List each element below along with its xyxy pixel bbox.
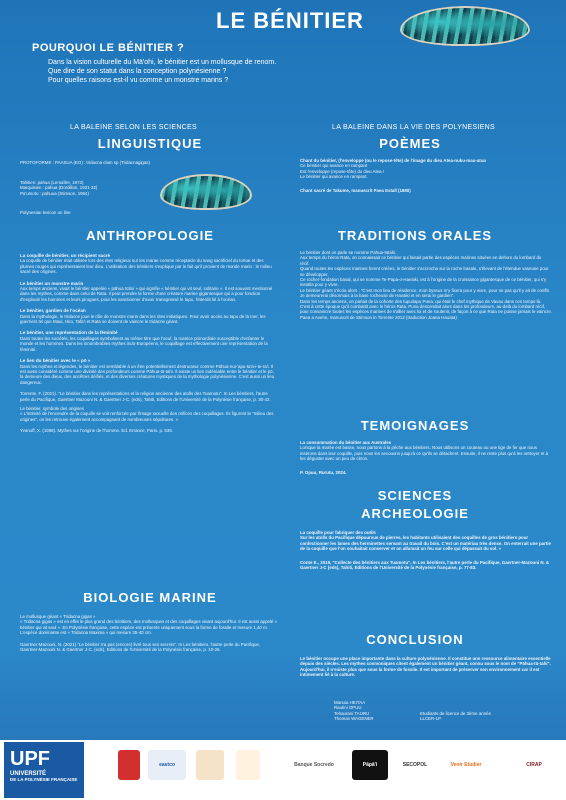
anthropologie-body (20, 250, 278, 437)
author: Manuia HEITAA (334, 700, 366, 705)
biologie-title: BIOLOGIE MARINE (83, 590, 217, 605)
linguistique-title: LINGUISTIQUE (97, 136, 203, 151)
logo-eastco (148, 750, 186, 780)
trad-p: Le bénitier géant s'écria alors : "C'est mon lieu de résidence, mon byssus m'y fixera pour y vivre, pour ne pas qu'il y ait de conflit. Je demeurerai désormais à la base rocheuse de Havaiki et en serai le gardien". (300, 287, 550, 299)
authors (334, 700, 414, 722)
trad-p: Ce rocher-fondation basal, qui se nomme Te-Papa-o-Havaiki, est à l'origine de la croissance gigantesque de ce bénitier, qui s'y installa pour y vivre. (300, 277, 547, 288)
intro-line: Dans la vision culturelle du Mā'ohi, le bénitier est un mollusque de renom. (48, 59, 277, 66)
anthropologie-title: ANTHROPOLOGIE (86, 228, 214, 243)
anthro-t: Dans les mythes et légendes, le bénitier est semblable à un être potentiellement destructeur comme Pāhua-nui-'apu-ta'a-i-te-ra'i. Il est aussi considéré comme une divinité des profondeurs comme Pāhua-tū-tahi. Il existe un lien indéniable entre le bénitier et le pō, la demeure des dieux, des ancêtres déifiés, et des diverses créatures mystiques de la mythologie polynésienne. C'est aussi un lieu dangereux. (20, 363, 275, 385)
upf-big: UPF (10, 748, 50, 770)
anthro-h: Le lien du bénitier avec le « pō » (20, 358, 91, 364)
students-info (420, 711, 540, 722)
trad-p: Paea a Avehe, manuscrit de Stimson in Torrente 2012 (traduction Joana Hauata) (300, 314, 457, 320)
protoforme: PROTOFORME : PAASUA (EO) : tridacna clam sp (Tridacnagigas) (20, 160, 150, 165)
anthro-h: Le bénitier, gardien de l'océan (20, 308, 86, 314)
poemes-title: POÈMES (379, 136, 441, 151)
sciences-title: SCIENCES (377, 488, 453, 503)
anthro-h: La coquille de bénitier, un récipient sacré (20, 253, 111, 258)
archeo-body (300, 530, 552, 573)
logo-secopol (396, 750, 434, 780)
page-title: LE BÉNITIER (216, 8, 364, 33)
temo-t: Lorsque la marée est basse, nous partons à la pêche aux bénitiers. Nous utilisons un couteau ou une tige de fer que nous insérons dans leur coquille, puis nous les secouons jusqu'à ce qu'ils se détachent. Ensuite, il ne reste plus qu'à les nettoyer et à les déguster avec un peu de citron. (300, 445, 549, 462)
logo-papai-label: Pāpā'i (362, 762, 378, 768)
conclusion-title: CONCLUSION (366, 632, 464, 647)
author: Thomas WAGENER (334, 716, 374, 722)
trad-p: Quand toutes les espèces marines furent créées, le bénitier s'accrocha sur la roche basale, s'élevant de l'étendue vaseuse pour se développer. (300, 266, 549, 277)
biologie-body (20, 614, 278, 655)
archeo-ref: Conte E., 2019, "Collecte des bénitiers aux Tuamotu", In Les bénitiers, l'autre perle du Pacifique, Gaertner-Mazouni N. & Gaertner J-C (eds), Tahiti, Editions de l'Université de la Polynésie française, p. 77-83. (300, 559, 550, 571)
poeme-line: Le bénitier qui avance en rampant. (300, 174, 368, 180)
intro-line: Que dire de son statut dans la conception polynésienne ? (48, 68, 227, 75)
anthro-h: Le bénitier un monstre marin (20, 280, 84, 286)
logo-venir-label: Venir Etudier (450, 762, 482, 768)
poeme-line: Ce bénitier qui avance en rampant (300, 163, 368, 169)
anthro-t: Dans la mythologie, le tridacne joue le rôle de monstre marin dans les rites initiatiques. Pour avoir accès au tapu de la mer, les guerriers tel que Maui, Hiro, Tafa'i et Rata se doivent de vaincre le tridacne géant. (20, 313, 266, 325)
logo-venir (446, 750, 486, 780)
archeologie-title: ARCHEOLOGIE (361, 506, 469, 521)
clam-image (400, 6, 530, 46)
bio-h: Le mollusque géant « Tridacna gigas » (20, 614, 96, 619)
temoignages-title: TEMOIGNAGES (360, 418, 470, 433)
symbole-h: Le bénitier, symbole des origines (20, 405, 84, 411)
temoignages-body (300, 440, 552, 475)
anthro-h: Le bénitier, une représentation de la féminité (20, 330, 118, 336)
bio-ref: Gaertner-Mazouni, N. (2021) "Le bénitier n'a pas (encore) livré tous ses secrets". In Les bénitiers, l'autre perle du Pacifique, Gaertner-Mazouni N. & Gaertner J-C. (eds), Editions de l'Université de la Polynésie française, p. 10-26. (20, 641, 261, 653)
trad-p: Le bénitier dont on parle se nomme Pahua-tūtahi. (300, 250, 397, 255)
ling-line: Tahitien: pahua (Lemaître, 1973) (20, 180, 84, 185)
temo-h: La consommation du bénitier aux Australes (300, 440, 392, 445)
footer (0, 740, 566, 800)
poeme-source: Chant sacré de Takume, manuscrit Paea Estall (1880) (300, 187, 411, 193)
traditions-body (300, 250, 552, 320)
upf-small-2: DE LA POLYNÉSIE FRANÇAISE (10, 777, 78, 782)
ling-line: Pa'umotu : pahuua (Stimson, 1964) (20, 190, 89, 196)
author: Tehaurani TAURU (334, 710, 370, 716)
temo-source: P. Opuu, Rurutu, 2024. (300, 469, 347, 475)
author: Rautini OPUU (334, 705, 362, 711)
poeme-line: Est l'enveloppe (repose-tête) du dieu Atea ! (300, 168, 385, 174)
logo-secopol-label: SECOPOL (402, 762, 428, 768)
ling-line: Marquisien : pahua (Dordillon, 1931-32) (20, 185, 98, 191)
anthro-t: La coquille de bénitier était utilisée lors des rites religieux sur les marae comme réceptacle du sang sacrificiel du tortue et des plumes rouges qui représentaient leur dieu. L'utilisation des bénitiers s'explique par le fait qu'il provient de monde marin : le milieu sacré des origines. (20, 258, 272, 275)
archeo-h: La coquille pour fabriquer des outils (300, 530, 376, 535)
logo-socredo-label: Banque Socredo (294, 762, 334, 768)
right-header: LA BALEINE DANS LA VIE DES POLYNESIENS (332, 124, 496, 131)
logo-cirap (512, 750, 556, 780)
anthro-ref2: Yvanoff, X. (1998). Mythes sur l'origine de l'homme. Ed. Errance, Paris. p. 539. (20, 428, 173, 434)
bio-t: « Tridacna gigas » est en effet le plus grand des bénitiers, des mollusques et des coquillages vivant aujourd'hui. Il est aussi appelé « bénitier qui vit seul ». En Polynésie française, cette espèce est présente uniquement sous la forme de fossile et mesure 1,40 m. L'espèce dominante est « Tridacna Maxima » qui mesure 35-40 cm. (20, 619, 278, 636)
logo-cirap-label: CIRAP (526, 762, 542, 768)
logo-red (118, 750, 140, 780)
anthro-t: Aux temps anciens, vivait le bénitier appelée « pāhua tūtini » qui signifie « bénitier qui vit seul, solitaire ». Il est souvent mentionné dans les mythes, comme dans celui de Rata. Il peut prendre la forme d'une créature marine gigantesque qui a pour fonction d'engloutir les hommes et leurs pirogues, pour les sanctionner d'avoir transgressé le tapu, l'interdit lié à l'océan. (20, 286, 273, 302)
trad-p: Dans les temps anciens, on parlait de la cohorte des tupuitapu Puna, qui était le chef mythique de Vavau dans ces temps-là. C'est à cette époque qu'il combattit avec le héros Rata. Puna descendait alors dans les profondeurs, au-delà du lombard récif, pour convaincre toutes les espèces marines de s'allier avec lui et de soutenir, de façon à ce que Rata ne puisse jamais le vaincre. (300, 298, 552, 315)
poemes-body (300, 158, 550, 193)
traditions-title: TRADITIONS ORALES (337, 228, 493, 243)
program: LLCER-LP (420, 716, 441, 722)
linguistique-list (20, 180, 160, 196)
logo-eastco-label: eastco (159, 762, 175, 768)
upf-small-1: UNIVERSITÉ (10, 771, 47, 777)
trad-p: Aux temps du héros Rata, on connaissait ce bénitier qui faisait partie des espèces marines situées en dehors du lombard du récif. (300, 255, 542, 266)
archeo-t: Sur les atolls du Pacifique dépourvus de pierres, les habitants utilisaient des coquilles de gros bénitiers pour confectionner les lames des herminettes servant au travail du bois. C'est un matériau très dense. On enterrait une partie de la coquille que l'on souhaitait conserver et on allumait un feu sur celle qui dépassait du sol. » (300, 535, 551, 552)
upf-logo (4, 742, 84, 798)
logo-emblem (236, 750, 260, 780)
clam-image (160, 174, 252, 210)
symbole-t: « L'intimité de l'encendre de la coquille se voit renforcée par l'image sexuelle des orifices des coquillages. Ils figurent le "milieu des origines", on les retrouve également accompagnant de nombreuses sépultures. » (20, 411, 274, 422)
logo-orange (196, 750, 224, 780)
anthro-ref1: Torrente, F. (2021). "Le bénitier dans les représentations et la religion ancienne des atolls des Tuamotu". In Les bénitiers, l'autre perle du Pacifique, Gaertner Mazouni N. & Gaertner J-C. (eds), Tahiti, Editions de l'Université de la Polynésie française, p. 30-42. (20, 391, 271, 402)
conclusion-text: Le bénitier occupe une place importante dans la culture polynésienne. Il constitue une ressource alimentaire essentielle depuis des siècles. Les mythes cosmoniques citent également un bénitier géant, connu sous le nom de "Pāhua-tū-tahi". Aujourd'hui, il n'existe plus que sous la forme de fossile. Il est important de préserver son environnement car il est intimement lié à la culture. (300, 656, 551, 678)
subtitle: POURQUOI LE BÉNITIER ? (32, 42, 185, 54)
logo-socredo (284, 750, 344, 780)
intro (48, 58, 348, 85)
logo-papai (352, 750, 388, 780)
left-header: LA BALEINE SELON LES SCIENCES (70, 124, 197, 131)
intro-line: Pour quelles raisons est-il vu comme un monstre marins ? (48, 77, 229, 84)
students: Etudiants de licence de 3ème année (420, 711, 492, 716)
anthro-t: Dans toutes les sociétés, les coquillages symbolisent au même titre que l'oeuf, la matrice primordiale susceptible d'enfanter le monde et les hommes. Dans les innombrables mythes indo-Européens, le coquillage est effectivement une représentation de la féminité. (20, 335, 268, 352)
poeme-intro: Chant du bénitier, (l'enveloppe (ou le repose-tête) de l'image du dieu Atea-nuku-mau-atua (300, 158, 486, 163)
ling-source: Polynesian lexicon on line (20, 210, 71, 215)
